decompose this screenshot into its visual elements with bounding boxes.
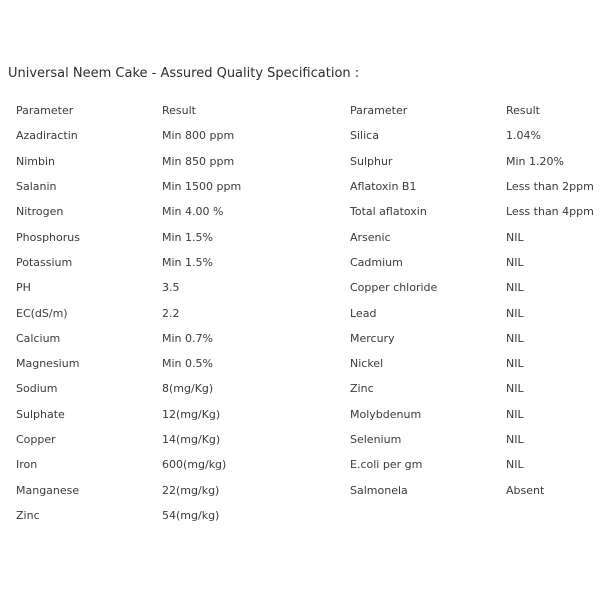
table-row bbox=[8, 477, 600, 502]
parameter-cell: Manganese bbox=[16, 483, 80, 497]
parameter-cell: Arsenic bbox=[350, 230, 391, 244]
parameter-cell: Iron bbox=[16, 458, 38, 472]
table-row bbox=[8, 427, 600, 452]
table-row bbox=[8, 174, 600, 199]
result-cell: Min 4.00 % bbox=[162, 205, 224, 219]
result-cell bbox=[498, 503, 600, 528]
parameter-cell: Magnesium bbox=[16, 357, 80, 371]
result-cell: NIL bbox=[506, 331, 524, 345]
parameter-cell: Azadiractin bbox=[16, 129, 78, 143]
result-cell: Min 1.5% bbox=[162, 230, 213, 244]
parameter-cell: Selenium bbox=[350, 433, 402, 446]
table-row bbox=[8, 199, 600, 224]
specification-table bbox=[8, 98, 600, 528]
result-cell: 2.2 bbox=[162, 306, 180, 320]
result-cell: Min 1500 ppm bbox=[162, 180, 242, 194]
parameter-cell: Salmonela bbox=[350, 483, 408, 497]
result-cell: 600(mg/kg) bbox=[162, 458, 227, 472]
parameter-cell: Sulphur bbox=[350, 154, 393, 168]
result-cell: Min 1.20% bbox=[506, 154, 564, 168]
result-cell: Min 1.5% bbox=[162, 255, 213, 269]
parameter-cell: E.coli per gm bbox=[350, 458, 423, 472]
header-result: Result bbox=[162, 104, 196, 118]
parameter-cell: Sodium bbox=[16, 382, 58, 396]
header-row bbox=[8, 98, 600, 123]
page-title: Universal Neem Cake - Assured Quality Specification : bbox=[8, 66, 360, 81]
table-row bbox=[8, 402, 600, 427]
parameter-cell: EC(dS/m) bbox=[16, 306, 68, 320]
parameter-cell: Zinc bbox=[350, 382, 374, 396]
parameter-cell: Copper bbox=[16, 433, 56, 446]
result-cell: Less than 4ppm bbox=[506, 205, 594, 219]
result-cell: 1.04% bbox=[506, 129, 541, 143]
table-row bbox=[8, 503, 600, 528]
parameter-cell: Sulphate bbox=[16, 407, 65, 421]
parameter-cell bbox=[342, 503, 498, 528]
result-cell: NIL bbox=[506, 255, 524, 269]
result-cell: NIL bbox=[506, 433, 524, 446]
table-header bbox=[8, 98, 600, 123]
table-row bbox=[8, 452, 600, 477]
table-row bbox=[8, 326, 600, 351]
parameter-cell: Lead bbox=[350, 306, 377, 320]
parameter-cell: Copper chloride bbox=[350, 281, 438, 295]
result-cell: 22(mg/kg) bbox=[162, 483, 220, 497]
result-cell: NIL bbox=[506, 230, 524, 244]
parameter-cell: Salanin bbox=[16, 180, 57, 194]
result-cell: Min 0.7% bbox=[162, 331, 213, 345]
result-cell: 8(mg/Kg) bbox=[162, 382, 214, 396]
table-row bbox=[8, 224, 600, 249]
table-row bbox=[8, 149, 600, 174]
header-parameter: Parameter bbox=[350, 104, 408, 118]
parameter-cell: Zinc bbox=[16, 508, 40, 522]
parameter-cell: Potassium bbox=[16, 255, 73, 269]
result-cell: Min 800 ppm bbox=[162, 129, 235, 143]
parameter-cell: Total aflatoxin bbox=[350, 205, 427, 219]
table-body bbox=[8, 123, 600, 528]
parameter-cell: Mercury bbox=[350, 331, 395, 345]
result-cell: Absent bbox=[506, 483, 545, 497]
parameter-cell: Molybdenum bbox=[350, 407, 422, 421]
result-cell: Min 850 ppm bbox=[162, 154, 235, 168]
result-cell: NIL bbox=[506, 458, 524, 472]
result-cell: 3.5 bbox=[162, 281, 180, 295]
parameter-cell: Nickel bbox=[350, 357, 384, 371]
result-cell: NIL bbox=[506, 382, 524, 396]
result-cell: NIL bbox=[506, 357, 524, 371]
table-row bbox=[8, 275, 600, 300]
table-row bbox=[8, 300, 600, 325]
table-row bbox=[8, 376, 600, 401]
table-row bbox=[8, 351, 600, 376]
header-result: Result bbox=[506, 104, 540, 118]
result-cell: Less than 2ppm bbox=[506, 180, 594, 194]
table-row bbox=[8, 250, 600, 275]
result-cell: NIL bbox=[506, 407, 524, 421]
result-cell: Min 0.5% bbox=[162, 357, 213, 371]
result-cell: 14(mg/Kg) bbox=[162, 433, 221, 446]
parameter-cell: Phosphorus bbox=[16, 230, 80, 244]
parameter-cell: PH bbox=[16, 281, 31, 295]
parameter-cell: Calcium bbox=[16, 331, 61, 345]
table-row bbox=[8, 123, 600, 148]
header-parameter: Parameter bbox=[16, 104, 74, 118]
result-cell: NIL bbox=[506, 281, 524, 295]
result-cell: NIL bbox=[506, 306, 524, 320]
result-cell: 12(mg/Kg) bbox=[162, 407, 221, 421]
result-cell: 54(mg/kg) bbox=[162, 508, 220, 522]
parameter-cell: Aflatoxin B1 bbox=[350, 180, 417, 194]
parameter-cell: Silica bbox=[350, 129, 379, 143]
parameter-cell: Cadmium bbox=[350, 255, 403, 269]
parameter-cell: Nitrogen bbox=[16, 205, 64, 219]
parameter-cell: Nimbin bbox=[16, 154, 56, 168]
